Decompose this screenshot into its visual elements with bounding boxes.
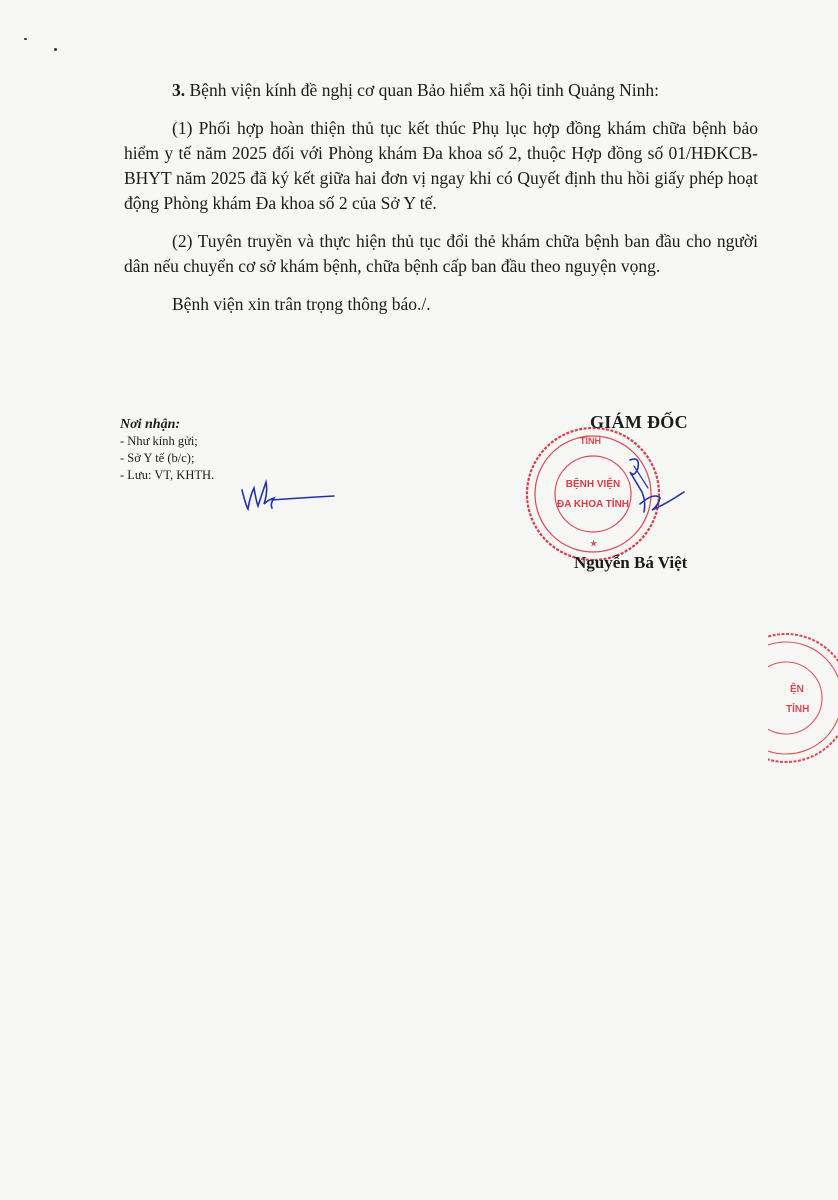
recipient-item: - Sở Y tế (b/c); bbox=[120, 451, 195, 465]
seal-line-1: BỆNH VIỆN bbox=[565, 479, 621, 490]
paragraph-item-2: (2) Tuyên truyền và thực hiện thủ tục đổi thẻ khám chữa bệnh ban đầu cho người dân nếu chuyển cơ sở khám bệnh, chữa bệnh cấp ban đầu theo nguyện vọng. bbox=[124, 231, 758, 276]
recipient-item: - Như kính gửi; bbox=[120, 434, 198, 448]
signatory-name: Nguyễn Bá Việt bbox=[574, 553, 688, 572]
paragraph-text: Bệnh viện kính đề nghị cơ quan Bảo hiểm xã hội tỉnh Quảng Ninh: bbox=[185, 80, 660, 100]
recipients-block bbox=[120, 416, 380, 484]
seal-edge-line-1: ỆN bbox=[790, 684, 804, 695]
partial-seal-edge bbox=[768, 628, 838, 768]
svg-text:★: ★ bbox=[590, 539, 598, 548]
recipients-label: Nơi nhận: bbox=[120, 417, 181, 432]
seal-edge-line-2: TỈNH bbox=[786, 704, 810, 715]
item-number: 3. bbox=[172, 80, 186, 100]
initials-signature bbox=[238, 476, 338, 516]
paragraph-3 bbox=[124, 78, 758, 103]
seal-ring-text: TỈNH bbox=[580, 436, 601, 446]
closing-line: Bệnh viện xin trân trọng thông báo./. bbox=[172, 294, 431, 314]
scan-speck bbox=[24, 38, 27, 40]
scan-speck bbox=[54, 48, 57, 51]
director-signature bbox=[600, 452, 700, 527]
seal-line-2: ĐA KHOA TỈNH bbox=[556, 499, 630, 510]
signatory-title: GIÁM ĐỐC bbox=[590, 412, 688, 432]
recipient-item: - Lưu: VT, KHTH. bbox=[120, 468, 215, 482]
paragraph-item-1: (1) Phối hợp hoàn thiện thủ tục kết thúc Phụ lục hợp đồng khám chữa bệnh bảo hiểm y tế năm 2025 đối với Phòng khám Đa khoa số 2, thuộc Hợp đồng số 01/HĐKCB-BHYT năm 2025 đã ký kết giữa hai đơn vị ngay khi có Quyết định thu hồi giấy phép hoạt động Phòng khám Đa khoa số 2 của Sở Y tế. bbox=[124, 118, 758, 213]
document-body bbox=[124, 78, 758, 317]
